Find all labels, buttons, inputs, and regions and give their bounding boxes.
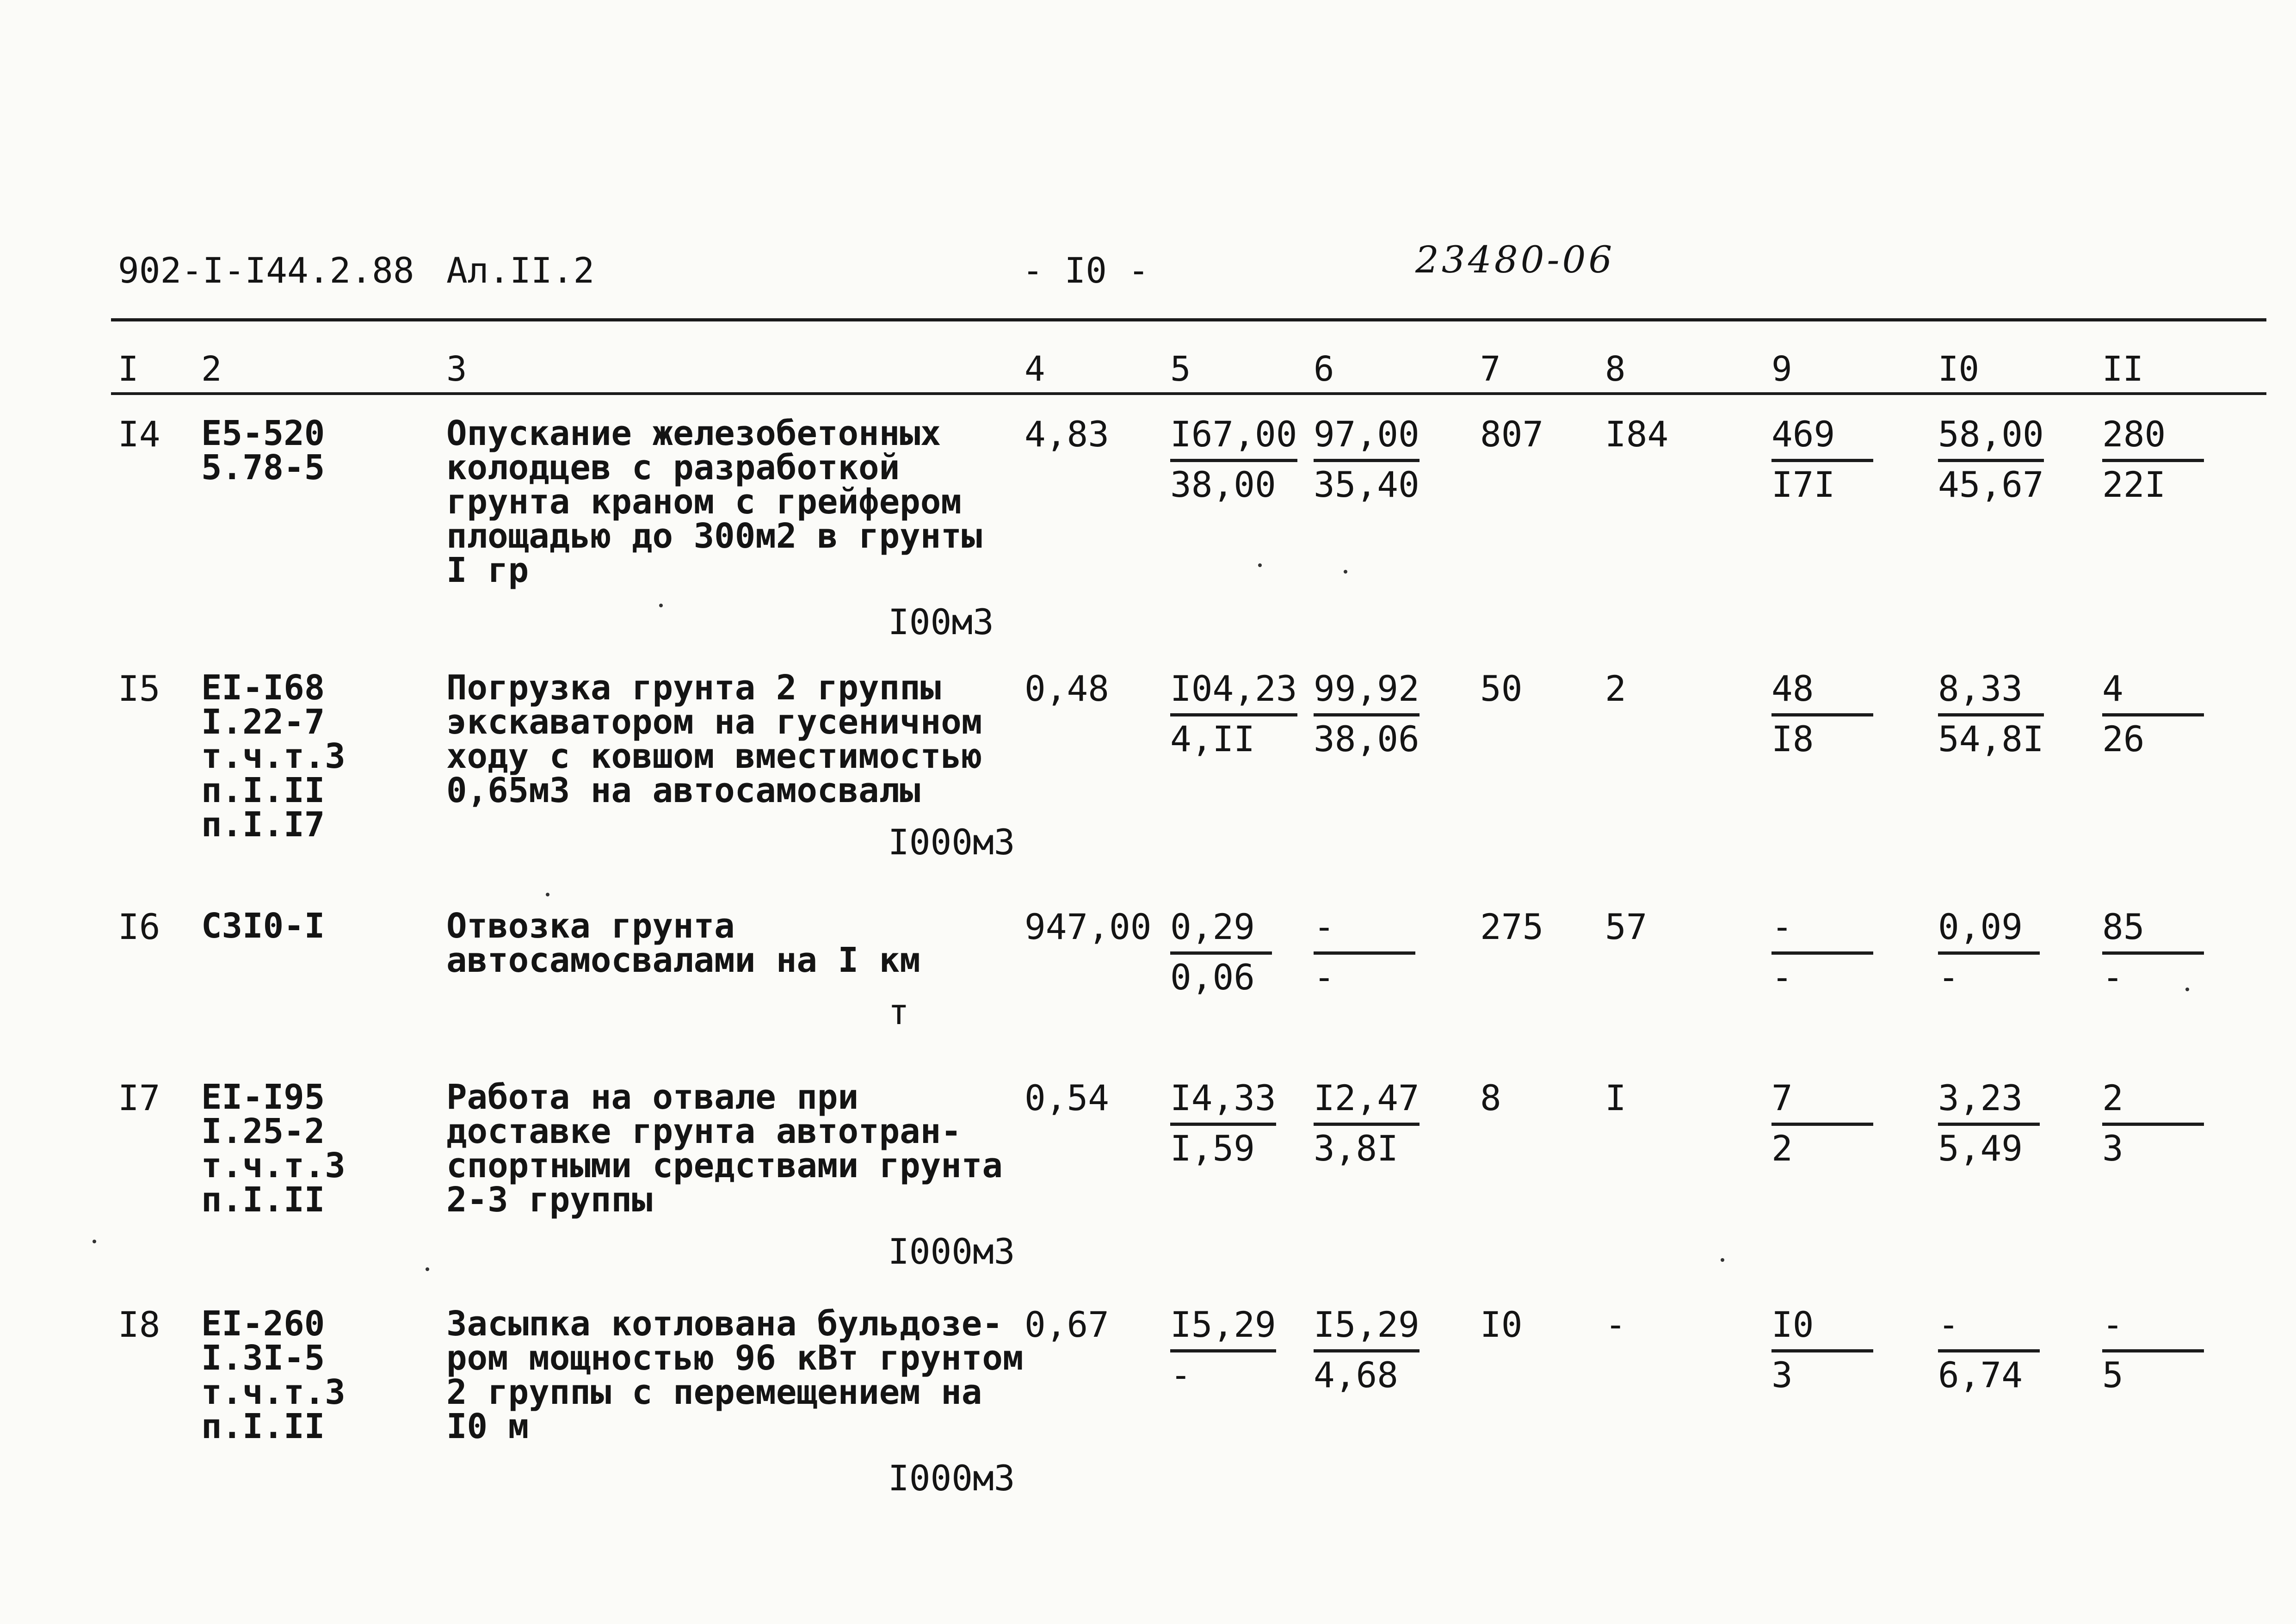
unit-cost-wages-numerator: I2,47 (1314, 1080, 1420, 1126)
row-number: I8 (118, 1304, 160, 1345)
page-number: - I0 - (1022, 250, 1149, 291)
machine-cost (1771, 668, 1873, 760)
labor-total-numerator: 85 (2102, 909, 2204, 955)
column-number-col-11: II (2102, 349, 2144, 389)
unit-cost-total-denominator: 4,II (1170, 718, 1255, 760)
machine-cost (1771, 906, 1873, 998)
column-number-col-3: 3 (446, 349, 467, 389)
unit-cost-wages-denominator: 3,8I (1314, 1128, 1399, 1169)
quantity: 0,48 (1025, 668, 1110, 709)
wages-total: - (1605, 1304, 1626, 1345)
unit-cost-total-numerator: I4,33 (1170, 1080, 1276, 1126)
machine-cost-numerator: 7 (1771, 1080, 1873, 1126)
column-number-col-6: 6 (1314, 349, 1334, 389)
wages-total: 57 (1605, 906, 1648, 947)
unit-cost-wages (1314, 1304, 1420, 1396)
total-cost: 8 (1480, 1077, 1501, 1118)
machine-cost-numerator: - (1771, 909, 1873, 955)
labor-total-denominator: 3 (2102, 1128, 2123, 1169)
column-number-col-10: I0 (1938, 349, 1980, 389)
unit-cost-total-numerator: I67,00 (1170, 416, 1297, 462)
column-number-col-8: 8 (1605, 349, 1626, 389)
column-number-col-2: 2 (201, 349, 222, 389)
column-number-col-9: 9 (1771, 349, 1792, 389)
labor-total-denominator: 5 (2102, 1354, 2123, 1396)
labor-per-unit-numerator: 8,33 (1938, 671, 2044, 716)
machine-cost (1771, 416, 1873, 503)
column-number-col-5: 5 (1170, 349, 1191, 389)
labor-total (2102, 1304, 2204, 1396)
unit-cost-wages-denominator: 38,06 (1314, 718, 1420, 760)
unit-of-measure: I000м3 (888, 821, 1015, 863)
unit-cost-total-numerator: I5,29 (1170, 1307, 1276, 1352)
labor-total (2102, 1077, 2204, 1169)
labor-per-unit-numerator: 58,00 (1938, 416, 2044, 462)
machine-cost (1771, 1304, 1873, 1396)
album-number: Ал.II.2 (446, 250, 595, 291)
machine-cost-denominator: I8 (1771, 718, 1814, 760)
unit-cost-total (1170, 416, 1297, 503)
unit-cost-total-denominator: I,59 (1170, 1128, 1255, 1169)
row-number: I5 (118, 668, 160, 709)
machine-cost-numerator: I0 (1771, 1307, 1873, 1352)
labor-total-denominator: 26 (2102, 718, 2145, 760)
unit-cost-wages-numerator: I5,29 (1314, 1307, 1420, 1352)
scan-speck (1344, 570, 1347, 574)
labor-total-numerator: 2 (2102, 1080, 2204, 1126)
work-description: Погрузка грунта 2 группы экскаватором на гусеничном ходу с ковшом вместимостью 0,65м3 на автосамосвалы (446, 668, 982, 810)
unit-cost-wages-denominator: 4,68 (1314, 1354, 1399, 1396)
scan-speck (2185, 988, 2189, 991)
labor-total (2102, 668, 2204, 760)
machine-cost-numerator: 469 (1771, 416, 1873, 462)
unit-cost-total (1170, 1304, 1276, 1396)
labor-total (2102, 416, 2204, 503)
machine-cost-denominator: 3 (1771, 1354, 1793, 1396)
unit-cost-total (1170, 668, 1297, 760)
labor-per-unit-numerator: 0,09 (1938, 909, 2040, 955)
labor-per-unit (1938, 416, 2044, 503)
norm-code: E5-520 5.78-5 (201, 414, 325, 488)
column-number-col-1: I (118, 349, 139, 389)
labor-per-unit-denominator: 54,8I (1938, 718, 2044, 760)
norm-code: C3I0-I (201, 906, 325, 946)
unit-of-measure: I000м3 (888, 1231, 1015, 1272)
unit-cost-wages (1314, 416, 1420, 503)
labor-per-unit-denominator: 6,74 (1938, 1354, 2023, 1396)
unit-of-measure: I000м3 (888, 1457, 1015, 1499)
labor-total-numerator: 4 (2102, 671, 2204, 716)
unit-cost-wages-denominator: - (1314, 957, 1335, 998)
unit-cost-total-denominator: 0,06 (1170, 957, 1255, 998)
norm-code: EI-I68 I.22-7 т.ч.т.3 п.I.II п.I.I7 (201, 668, 346, 845)
handwritten-inventory-number: 23480-06 (1415, 238, 1615, 281)
wages-total: I84 (1605, 414, 1669, 455)
quantity: 0,67 (1025, 1304, 1110, 1345)
header-rule-top (111, 318, 2266, 321)
total-cost: 807 (1480, 414, 1544, 455)
labor-per-unit (1938, 668, 2044, 760)
unit-cost-wages (1314, 668, 1420, 760)
work-description: Отвозка грунта автосамосвалами на I км (446, 906, 920, 980)
unit-cost-wages-denominator: 35,40 (1314, 464, 1420, 505)
norm-code: EI-I95 I.25-2 т.ч.т.3 п.I.II (201, 1077, 346, 1220)
work-description: Засыпка котлована бульдозе- ром мощностью 96 кВт грунтом 2 группы с перемещением на I0 м (446, 1304, 1024, 1446)
unit-cost-total-denominator: 38,00 (1170, 464, 1276, 505)
work-description: Опускание железобетонных колодцев с разработкой грунта краном с грейфером площадью до 300м2 в грунты I гр (446, 414, 982, 590)
machine-cost-denominator: - (1771, 957, 1793, 998)
labor-per-unit (1938, 1304, 2040, 1396)
total-cost: 275 (1480, 906, 1544, 947)
labor-per-unit-numerator: - (1938, 1307, 2040, 1352)
column-number-col-7: 7 (1480, 349, 1501, 389)
header-rule-bottom (111, 392, 2266, 395)
document-code: 902-I-I44.2.88 (118, 250, 414, 291)
unit-cost-wages-numerator: 99,92 (1314, 671, 1420, 716)
unit-cost-total-numerator: 0,29 (1170, 909, 1272, 955)
machine-cost (1771, 1077, 1873, 1169)
unit-cost-wages-numerator: 97,00 (1314, 416, 1420, 462)
column-number-col-4: 4 (1025, 349, 1045, 389)
wages-total: 2 (1605, 668, 1626, 709)
quantity: 4,83 (1025, 414, 1110, 455)
unit-cost-total-denominator: - (1170, 1354, 1191, 1396)
machine-cost-numerator: 48 (1771, 671, 1873, 716)
wages-total: I (1605, 1077, 1626, 1118)
labor-per-unit-denominator: 45,67 (1938, 464, 2044, 505)
unit-cost-total (1170, 906, 1272, 998)
quantity: 947,00 (1025, 906, 1152, 947)
total-cost: I0 (1480, 1304, 1523, 1345)
unit-of-measure: т (888, 991, 909, 1032)
labor-total-denominator: 22I (2102, 464, 2166, 505)
unit-cost-total (1170, 1077, 1276, 1169)
labor-total (2102, 906, 2204, 998)
scan-speck (426, 1267, 429, 1271)
scan-speck (1258, 563, 1262, 567)
labor-per-unit-numerator: 3,23 (1938, 1080, 2040, 1126)
labor-per-unit (1938, 1077, 2040, 1169)
machine-cost-denominator: I7I (1771, 464, 1835, 505)
work-description: Работа на отвале при доставке грунта автотран- спортными средствами грунта 2-3 группы (446, 1077, 1003, 1220)
machine-cost-denominator: 2 (1771, 1128, 1793, 1169)
scan-speck (93, 1240, 96, 1243)
labor-total-denominator: - (2102, 957, 2123, 998)
row-number: I4 (118, 414, 160, 455)
unit-cost-wages-numerator: - (1314, 909, 1415, 955)
quantity: 0,54 (1025, 1077, 1110, 1118)
labor-per-unit (1938, 906, 2040, 998)
labor-total-numerator: - (2102, 1307, 2204, 1352)
unit-of-measure: I00м3 (888, 601, 994, 642)
norm-code: EI-260 I.3I-5 т.ч.т.3 п.I.II (201, 1304, 346, 1446)
scan-speck (546, 893, 549, 896)
unit-cost-wages (1314, 906, 1415, 998)
row-number: I7 (118, 1077, 160, 1118)
total-cost: 50 (1480, 668, 1523, 709)
scan-speck (659, 604, 663, 607)
scan-speck (1721, 1258, 1724, 1262)
labor-per-unit-denominator: 5,49 (1938, 1128, 2023, 1169)
labor-total-numerator: 280 (2102, 416, 2204, 462)
row-number: I6 (118, 906, 160, 947)
unit-cost-total-numerator: I04,23 (1170, 671, 1297, 716)
labor-per-unit-denominator: - (1938, 957, 1959, 998)
unit-cost-wages (1314, 1077, 1420, 1169)
